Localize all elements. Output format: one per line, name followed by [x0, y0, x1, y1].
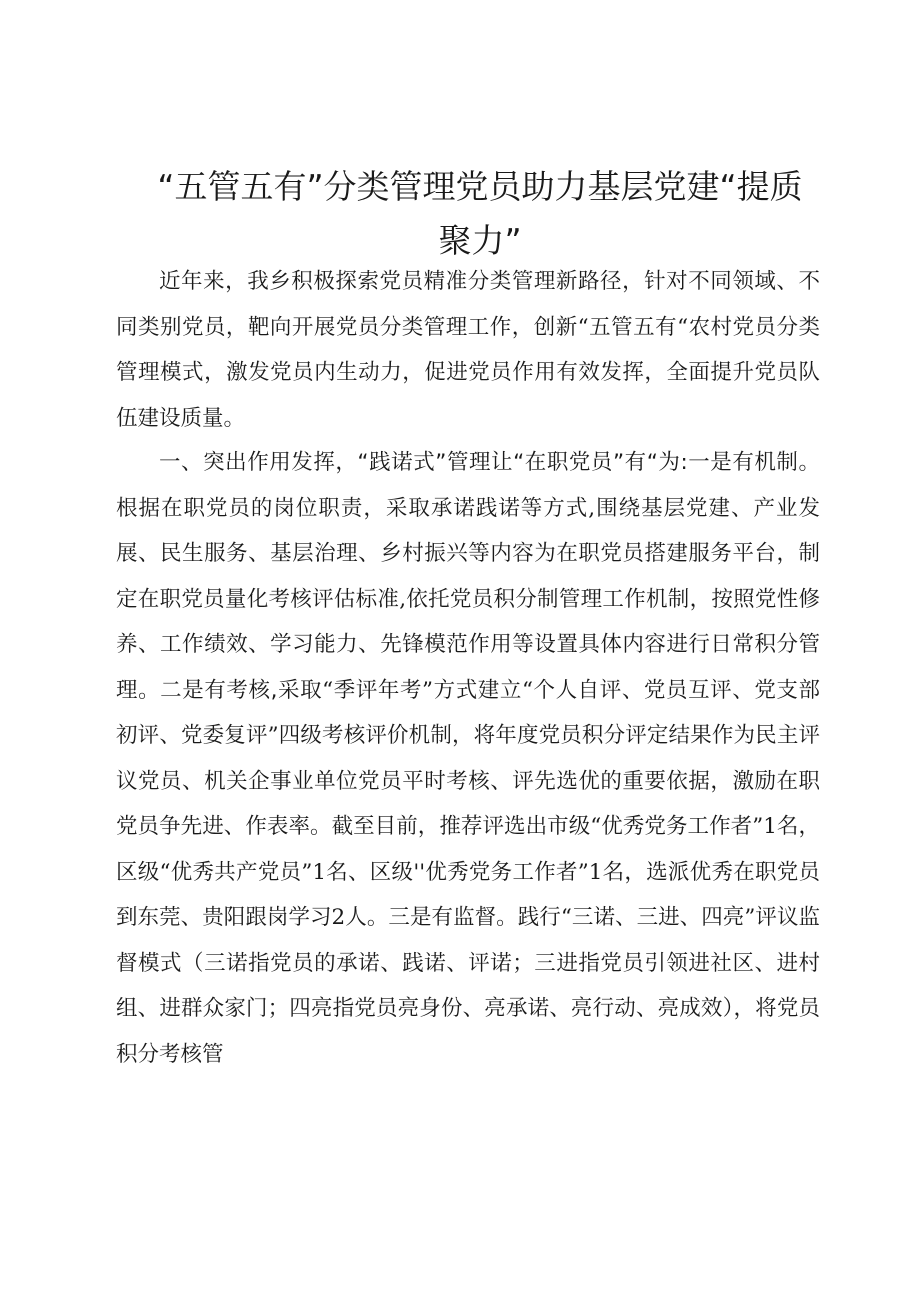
document-title: “五管五有”分类管理党员助力基层党建“提质聚力”	[157, 167, 803, 260]
assessment-subhead: 二是有考核,	[160, 677, 278, 703]
assessment-text: 采取“季评年考”方式建立“个人自评、党员互评、党支部初评、党委复评”四级考核评价机制，将年度党员积分评定结果作为民主评议党员、机关企事业单位党员平时考核、评先选优的重要依据，激励在职党员争先进、作表率。截至目前，推荐评选出市级“优秀党务工作者”1名，区级“优秀共产党员”1名、区级''优秀党务工作者”1名，选派优秀在职党员到东莞、贵阳跟岗学习2人。	[116, 677, 820, 930]
intro-paragraph: 近年来，我乡积极探索党员精准分类管理新路径，针对不同领域、不同类别党员，靶向开展党员分类管理工作，创新“五管五有“农村党员分类管理模式，激发党员内生动力，促进党员作用有效发挥，全面提升党员队伍建设质量。	[116, 269, 820, 431]
mechanism-text: 根据在职党员的岗位职责，采取承诺践诺等方式,围绕基层党建、产业发展、民生服务、基层治理、乡村振兴等内容为在职党员搭建服务平台，制定在职党员量化考核评估标准,依托党员积分制管理工作机制，按照党性修养、工作绩效、学习能力、先锋模范作用等设置具体内容进行日常积分管理。	[116, 495, 820, 703]
section-one-paragraph	[116, 440, 820, 1077]
supervision-subhead: 三是有监督。	[388, 905, 518, 930]
supervision-text: 践行“三诺、三进、四亮”评议监督模式（三诺指党员的承诺、践诺、评诺；三进指党员引领进社区、进村组、进群众家门；四亮指党员亮身份、亮承诺、亮行动、亮成效），将党员积分考核管	[116, 905, 821, 1067]
section-one-heading: 一、突出作用发挥，“践诺式”管理让“在职党员”有“为:一是有机制。	[159, 450, 820, 475]
